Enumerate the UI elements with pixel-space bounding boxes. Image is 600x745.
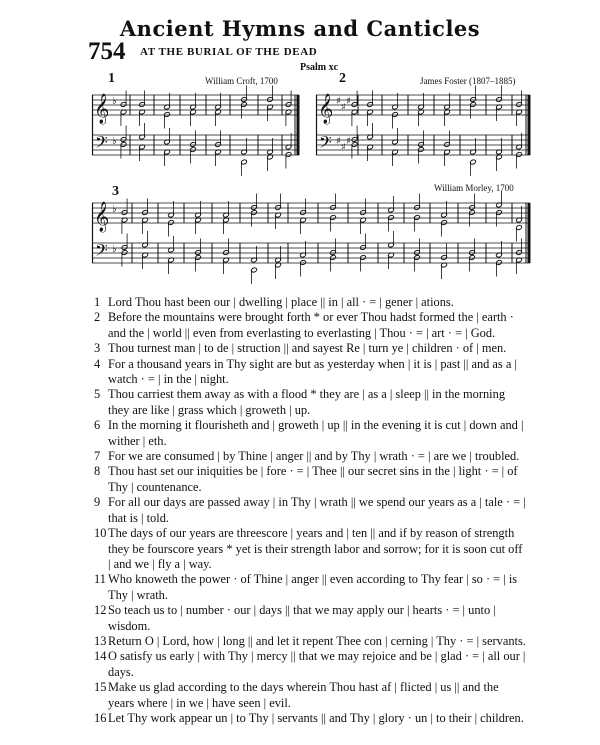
verse-text: Thou carriest them away as with a flood * they are | as a | sleep || in the morning they are like | grass which | groweth | up. bbox=[108, 387, 506, 417]
verse-list bbox=[94, 295, 526, 726]
hymn-occasion: AT THE BURIAL OF THE DEAD bbox=[140, 46, 318, 58]
tune-3-number: 3 bbox=[112, 184, 119, 199]
verse-text: Who knoweth the power · of Thine | anger || even according to Thy fear | so · = | is Thy | wrath. bbox=[108, 572, 518, 602]
svg-text:𝄢: 𝄢 bbox=[95, 132, 108, 156]
verse bbox=[94, 634, 526, 649]
verse bbox=[94, 341, 526, 356]
verse-number: 5 bbox=[94, 387, 101, 402]
verse-text: For all our days are passed away | in Thy | wrath || we spend our years as a | tale · = | that is | told. bbox=[108, 495, 526, 525]
verse-text: Before the mountains were brought forth * or ever Thou hadst formed the | earth · and the | world || even from everlasting to everlasting | Thou · = | art · = | God. bbox=[108, 310, 514, 340]
verse-number: 12 bbox=[94, 603, 107, 618]
verse-text: Thou turnest man | to de | struction || and sayest Re | turn ye | children · of | men. bbox=[108, 341, 507, 356]
verse-text: O satisfy us early | with Thy | mercy || that we may rejoice and be | glad · = | all our | days. bbox=[108, 649, 526, 679]
verse-number: 15 bbox=[94, 680, 107, 695]
verse-number: 7 bbox=[94, 449, 101, 464]
verse-number: 9 bbox=[94, 495, 101, 510]
verse bbox=[94, 572, 526, 603]
verse bbox=[94, 495, 526, 526]
svg-text:♯: ♯ bbox=[341, 102, 346, 113]
tune-2-score bbox=[316, 90, 530, 172]
verse-text: For a thousand years in Thy sight are but as yesterday when | it is | past || and as a | watch · = | in the | night. bbox=[108, 356, 517, 387]
verse-text: Make us glad according to the days wherein Thou hast af | flicted | us || and the years where | in we | have seen | evil. bbox=[108, 680, 499, 710]
verse-number: 10 bbox=[94, 526, 107, 541]
verse bbox=[94, 711, 526, 726]
svg-text:𝄞: 𝄞 bbox=[94, 94, 110, 124]
hymn-number: 754 bbox=[88, 38, 126, 65]
page-header: Ancient Hymns and Canticles bbox=[119, 16, 481, 41]
svg-text:♯: ♯ bbox=[341, 142, 346, 153]
verse bbox=[94, 526, 526, 572]
verse-number: 16 bbox=[94, 710, 107, 725]
svg-text:♯: ♯ bbox=[346, 136, 351, 147]
verse-number: 4 bbox=[94, 356, 101, 371]
svg-text:♯: ♯ bbox=[346, 96, 351, 107]
svg-text:♯: ♯ bbox=[336, 136, 341, 147]
verse bbox=[94, 449, 526, 464]
verse-text: So teach us to | number · our | days || that we may apply our | hearts · = | unto | wisdom. bbox=[108, 603, 496, 633]
verse-number: 2 bbox=[94, 310, 101, 325]
tune-1-score bbox=[92, 90, 299, 172]
svg-text:♭: ♭ bbox=[112, 96, 117, 107]
verse bbox=[94, 464, 526, 495]
tune-3-score bbox=[92, 198, 530, 280]
svg-text:𝄢: 𝄢 bbox=[95, 240, 108, 264]
verse-number: 13 bbox=[94, 633, 107, 648]
svg-text:𝄢: 𝄢 bbox=[319, 132, 332, 156]
svg-text:𝄞: 𝄞 bbox=[94, 202, 110, 232]
tune-3-composer: William Morley, 1700 bbox=[434, 183, 514, 193]
verse bbox=[94, 357, 526, 388]
svg-text:𝄞: 𝄞 bbox=[318, 94, 334, 124]
verse bbox=[94, 310, 526, 341]
verse bbox=[94, 418, 526, 449]
verse-text: Let Thy work appear un | to Thy | servants || and Thy | glory · un | to their | children. bbox=[108, 710, 524, 725]
verse-text: Return O | Lord, how | long || and let it repent Thee con | cerning | Thy · = | servants. bbox=[108, 633, 526, 648]
verse bbox=[94, 603, 526, 634]
verse-text: In the morning it flourisheth and | groweth | up || in the evening it is cut | down and | wither | eth. bbox=[108, 418, 524, 448]
verse-number: 6 bbox=[94, 418, 101, 433]
tune-2-composer: James Foster (1807–1885) bbox=[420, 76, 516, 86]
svg-text:♯: ♯ bbox=[336, 96, 341, 107]
verse bbox=[94, 295, 526, 310]
verse-text: The days of our years are threescore | years and | ten || and if by reason of strength they be fourscore years * yet is their strength labor and sorrow; for it is soon cut off | and we | fly a | way. bbox=[108, 526, 523, 571]
verse-text: For we are consumed | by Thine | anger || and by Thy | wrath · = | are we | troubled. bbox=[108, 449, 520, 464]
svg-text:♭: ♭ bbox=[112, 136, 117, 147]
tune-2-number: 2 bbox=[339, 71, 346, 86]
tune-1-number: 1 bbox=[108, 71, 115, 86]
verse bbox=[94, 387, 526, 418]
svg-text:♭: ♭ bbox=[112, 244, 117, 255]
verse-number: 1 bbox=[94, 295, 101, 309]
verse-number: 3 bbox=[94, 341, 101, 356]
tune-1-composer: William Croft, 1700 bbox=[205, 76, 278, 86]
verse-text: Thou hast set our iniquities be | fore · = | Thee || our secret sins in the | light · = | of Thy | countenance. bbox=[108, 464, 518, 494]
verse-text: Lord Thou hast been our | dwelling | place || in | all · = | gener | ations. bbox=[108, 295, 454, 309]
svg-text:♭: ♭ bbox=[112, 204, 117, 215]
psalm-reference: Psalm xc bbox=[300, 62, 339, 73]
verse bbox=[94, 649, 526, 680]
verse-number: 14 bbox=[94, 649, 107, 664]
verse-number: 8 bbox=[94, 464, 101, 479]
verse bbox=[94, 680, 526, 711]
verse-number: 11 bbox=[94, 572, 106, 587]
